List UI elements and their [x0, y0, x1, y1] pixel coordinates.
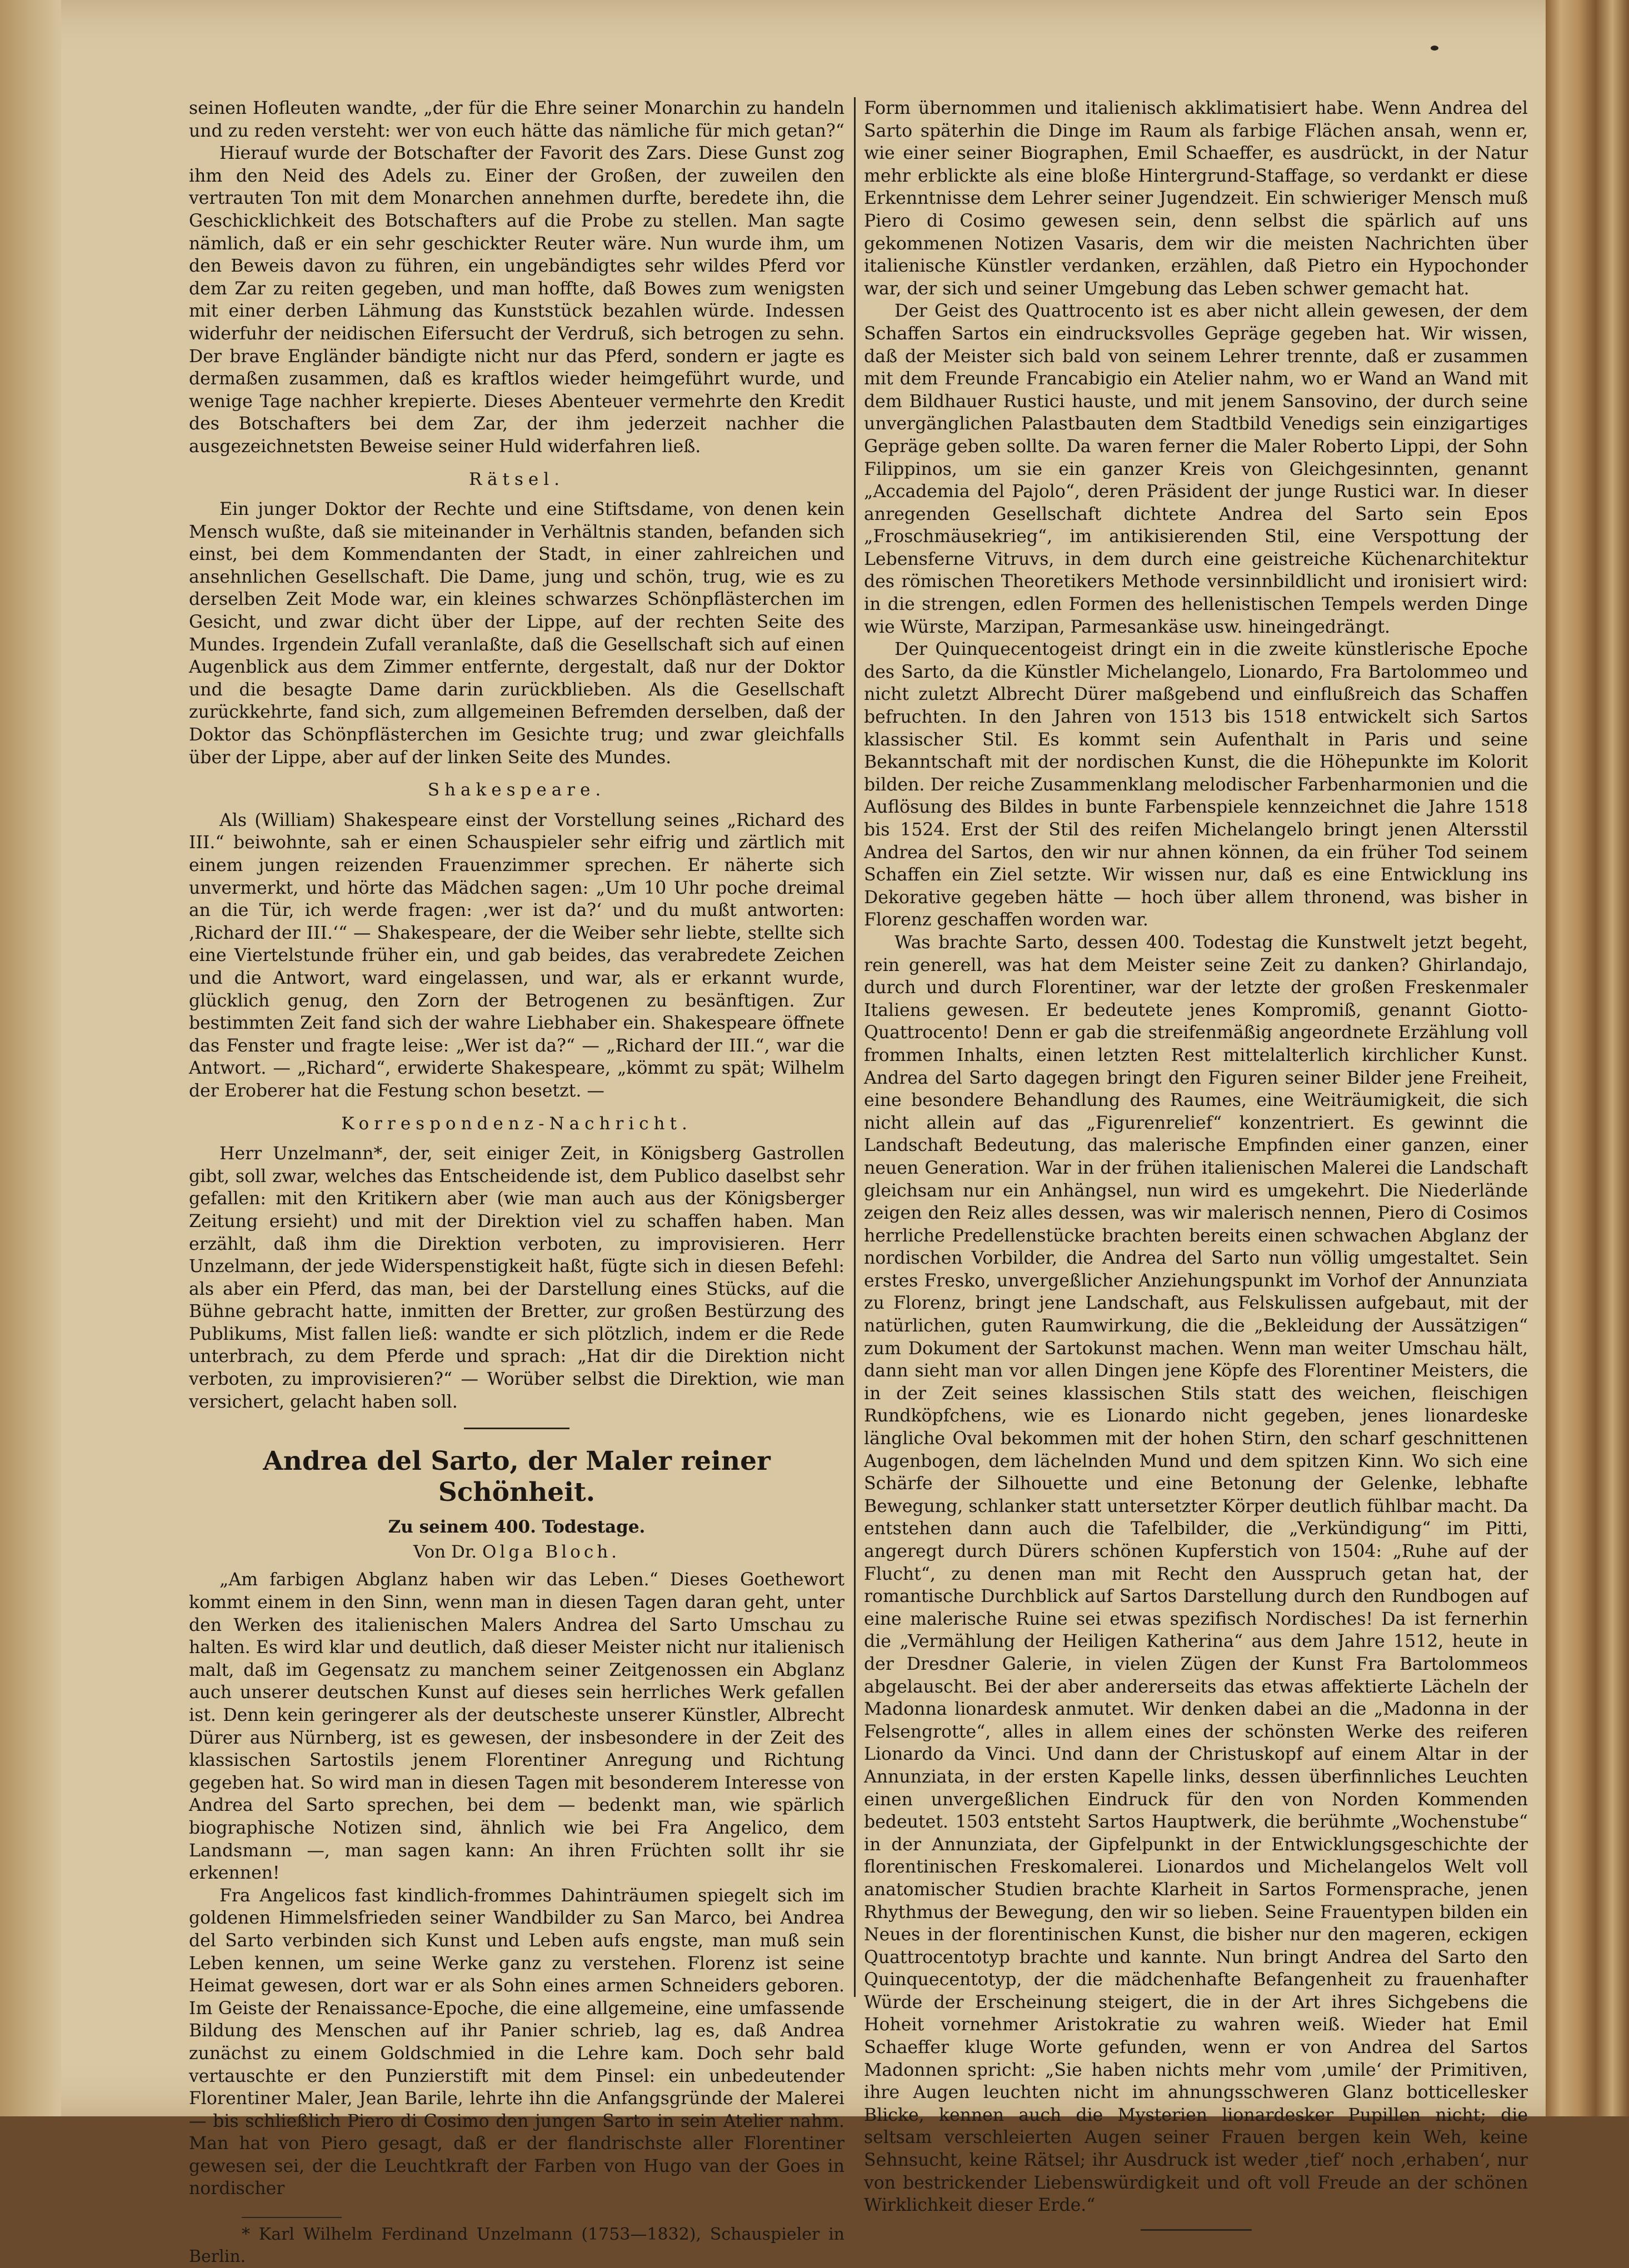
sarto-paragraph-6: Was brachte Sarto, dessen 400. Todestag die Kunstwelt jetzt begeht, rein generell, was hat dem Meister seine Zeit zu danken? Ghirlandajo, durch und durch Florentiner, war der letzte der großen Freskenmaler Italiens gewesen. Er bedeutete jenes Kompromiß, genannt Giotto-Quattrocento! Denn er gab die streifenmäßig angeordnete Erzählung voll frommen Inhalts, einen letzten Rest mittelalterlich kirchlicher Kunst. Andrea del Sarto dagegen bringt den Figuren seiner Bilder jene Freiheit, eine besondere Behandlung des Raumes, eine Weiträumigkeit, die sich nicht allein auf das „Figurenrelief“ konzentriert. Es gewinnt die Landschaft Bedeutung, das malerische Empfinden einer ganzen, einer neuen Generation. War in der frühen italienischen Malerei die Landschaft gleichsam nur ein Anhängsel, nun wird es umgekehrt. Die Niederlände zeigen den Reiz alles dessen, was wir malerisch nennen, Piero di Cosimos herrliche Predellenstücke brachten bereits einen schwachen Abglanz der nordischen Vorbilder, die Andrea del Sarto nun völlig umgestaltet. Sein erstes Fresko, unvergeßlicher Anziehungspunkt im Vorhof der Annunziata zu Florenz, bringt jene Landschaft, aus Felskulissen aufgebaut, mit der natürlichen, guten Raumwirkung, die die „Bekleidung der Aussätzigen“ zum Dokument der Sartokunst machen. Wenn man weiter Umschau hält, dann sieht man vor allen Dingen jene Köpfe des Florentiner Meisters, die in der Zeit seines klassischen Stils statt des weichen, fleischigen Rundköpfchens, wie es Lionardo nicht gegeben, jenes lionardeske längliche Oval bekommen mit der hohen Stirn, den scharf geschnittenen Augenbogen, dem lächelnden Mund und dem spitzen Kinn. Wo sich eine Schärfe der Silhouette und eine Betonung der Gelenke, lebhafte Bewegung, schlanker statt untersetzter Körper deutlich fühlbar macht. Da entstehen dann auch die Tafelbilder, die „Verkündigung“ im Pitti, angeregt durch Dürers schönen Kupferstich von 1504: „Ruhe auf der Flucht“, zu denen man mit Recht den Ausspruch getan hat, der romantische Durchblick auf Sartos Darstellung durch den Rundbogen auf eine malerische Ruine sei etwas spezifisch Nordisches! Da ist fernerhin die „Vermählung der Heiligen Katherina“ aus dem Jahre 1512, heute in der Dresdner Galerie, in vielen Zügen der Kunst Fra Bartolommeos abgelauscht. Bei der aber andererseits das etwas affektierte Lächeln der Madonna lionardesk anmutet. Wir denken dabei an die „Madonna in der Felsengrotte“, alles in allem eines der schönsten Werke des reiferen Lionardo da Vinci. Und dann der Christuskopf auf einem Altar in der Annunziata, in der ersten Kapelle links, dessen überfinnliches Leuchten einen unvergeßlichen Eindruck für den von Norden Kommenden bedeutet. 1503 entsteht Sartos Hauptwerk, die berühmte „Wochenstube“ in der Annunziata, der Gipfelpunkt in der Entwicklungsgeschichte der florentinischen Freskomalerei. Lionardos und Michelangelos Welt voll anatomischer Studien brachte Klarheit in Sartos Formensprache, jenen Rhythmus der Bewegung, den wir so lieben. Seine Frauentypen bilden ein Neues in der florentinischen Kunst, die bisher nur den mageren, eckigen Quattrocentotyp brachte und kannte. Nun bringt Andrea del Sarto den Quinquecentotyp, der die mädchenhafte Befangenheit zu frauenhafter Würde der Erscheinung steigert, die in der Art ihres Sichgebens die Hoheit vornehmer Aristokratie zu wahren weiß. Wieder hat Emil Schaeffer kluge Worte gefunden, wenn er von Andrea del Sartos Madonnen spricht: „Sie haben nichts mehr vom ‚umile‘ der Primitiven, ihre Augen leuchten nicht im ahnungsschweren Glanz botticellesker Blicke, kennen auch die Mysterien lionardesker Pupillen nicht; die seltsam verschleierten Augen seiner Frauen bergen kein Weh, keine Sehnsucht, keine Rätsel; ihr Ausdruck ist weder ‚tief‘ noch ‚erhaben‘, nur von bestrickender Liebenswürdigkeit und oft voll Freude an der schönen Wirklichkeit dieser Erde.“ [864, 932, 1528, 2216]
author-prefix: Von Dr. [413, 1541, 477, 1562]
column-rule [854, 97, 856, 1997]
sarto-paragraph-3: Form übernommen und italienisch akklimatisiert habe. Wenn Andrea del Sarto späterhin die Dinge im Raum als farbige Flächen ansah, wenn er, wie einer seiner Biographen, Emil Schaeffer, es ausdrückt, in der Natur mehr erblickte als eine bloße Hintergrund-Staffage, so verdankt er diese Erkenntnisse dem Lehrer seiner Jugendzeit. Ein schwieriger Mensch muß Piero di Cosimo gewesen sein, denn selbst die spärlich auf uns gekommenen Notizen Vasaris, dem wir die meisten Nachrichten über italienische Künstler verdanken, erzählen, daß Pietro ein Hypochonder war, der sich und seiner Umgebung das Leben schwer gemacht hat. [864, 98, 1528, 299]
shakespeare-paragraph: Als (William) Shakespeare einst der Vorstellung seines „Richard des III.“ beiwohnte, sah er einen Schauspieler sehr eifrig und zärtlich mit einem jungen reizenden Frauenzimmer sprechen. Er näherte sich unvermerkt, und hörte das Mädchen sagen: „Um 10 Uhr poche dreimal an die Tür, ich werde fragen: ‚wer ist da?‘ und du mußt antworten: ‚Richard der III.‘“ — Shakespeare, der die Weiber sehr liebte, stellte sich eine Viertelstunde früher ein, und gab beides, das verabredete Zeichen und die Antwort, ward eingelassen, und war, als er erkannt wurde, glücklich genug, den Zorn der Betrogenen zu besänftigen. Zur bestimmten Zeit fand sich der wahre Liebhaber ein. Shakespeare öffnete das Fenster und fragte leise: „Wer ist da?“ — „Richard der III.“, war die Antwort. — „Richard“, erwiderte Shakespeare, „kömmt zu spät; Wilhelm der Eroberer hat die Festung schon besetzt. — [189, 810, 845, 1101]
article-end-rule [1141, 2229, 1252, 2231]
sarto-paragraph-2: Fra Angelicos fast kindlich-frommes Dahinträumen spiegelt sich im goldenen Himmelsfrieden seiner Wandbilder zu San Marco, bei Andrea del Sarto verbinden sich Kunst und Leben aufs engste, man muß sein Leben kennen, um seine Werke ganz zu verstehen. Florenz ist seine Heimat gewesen, dort war er als Sohn eines armen Schneiders geboren. Im Geiste der Renaissance-Epoche, die eine allgemeine, eine umfassende Bildung des Menschen auf ihr Panier schrieb, lag es, daß Andrea zunächst zu einem Goldschmied in die Lehre kam. Doch sehr bald vertauschte er den Punzierstift mit dem Pinsel: ein unbedeutender Florentiner Maler, Jean Barile, lehrte ihn die Anfangsgründe der Malerei — bis schließlich Piero di Cosimo den jungen Sarto in sein Atelier nahm. Man hat von Piero gesagt, daß er der flandrischste aller Florentiner gewesen sei, der die Leuchtkraft der Farben von Hugo van der Goes in nordischer [189, 1885, 845, 2199]
article-subtitle: Zu seinem 400. Todestage. [388, 1517, 646, 1538]
sarto-paragraph-5: Der Quinquecentogeist dringt ein in die zweite künstlerische Epoche des Sarto, da die Künstler Michelangelo, Lionardo, Fra Bartolommeo und nicht zuletzt Albrecht Dürer maßgebend und einflußreich das Schaffen befruchten. In den Jahren von 1513 bis 1518 entwickelt sich Sartos klassischer Stil. Es kommt sein Aufenthalt in Paris und seine Bekanntschaft mit der nordischen Kunst, die die Höhepunkte im Kolorit bilden. Der reiche Zusammenklang melodischer Farbenharmonien und die Auflösung des Bildes in bunte Farbenspiele kennzeichnet die Jahre 1518 bis 1524. Erst der Stil des reifen Michelangelo bringt jenen Altersstil Andrea del Sartos, den wir nur ahnen können, da ein früher Tod seinem Schaffen ein Ziel setzte. Wir wissen nur, daß es eine Entwicklung ins Dekorative gegeben hätte — hoch über allem thronend, was bisher in Florenz geschaffen worden war. [864, 639, 1528, 930]
raetsel-paragraph: Ein junger Doktor der Rechte und eine Stiftsdame, von denen kein Mensch wußte, daß sie miteinander in Verhältnis standen, befanden sich einst, bei dem Kommendanten der Stadt, in einer zahlreichen und ansehnlichen Gesellschaft. Die Dame, jung und schön, trug, wie es zu derselben Zeit Mode war, ein kleines schwarzes Schönpflästerchen im Gesicht, und zwar dicht über der Lippe, auf der rechten Seite des Mundes. Irgendein Zufall veranlaßte, daß die Gesellschaft sich auf einen Augenblick aus dem Zimmer entfernte, dergestalt, daß nur der Doktor und die besagte Dame darin zurückblieben. Als die Gesellschaft zurückkehrte, fand sich, zum allgemeinen Befremden derselben, daß der Doktor das Schönpflästerchen im Gesichte trug; und zwar gleichfalls über der Lippe, aber auf der linken Seite des Mundes. [189, 499, 845, 768]
right-column [864, 97, 1528, 2231]
article-title: Andrea del Sarto, der Maler reiner Schönheit. [263, 1446, 771, 1508]
ink-speck [1431, 46, 1438, 51]
binding-edge [1546, 0, 1629, 2116]
korrespondenz-paragraph: Herr Unzelmann*, der, seit einiger Zeit, in Königsberg Gastrollen gibt, soll zwar, welches das Entscheidende ist, dem Publico daselbst sehr gefallen: mit den Kritikern aber (wie man auch aus der Königsberger Zeitung ersieht) und mit der Direktion viel zu schaffen haben. Man erzählt, daß ihm die Direktion verboten, zu improvisieren. Herr Unzelmann, der jede Widerspenstigkeit haßt, fügte sich in diesen Befehl: als aber ein Pferd, das man, bei der Darstellung eines Stücks, auf die Bühne gebracht hatte, inmitten der Bretter, zur großen Bestürzung des Publikums, Mist fallen ließ: wandte er sich plötzlich, indem er die Rede unterbrach, zu dem Pferde und sprach: „Hat dir die Direktion nicht verboten, zu improvisieren?“ — Worüber selbst die Direktion, wie man versichert, gelacht haben soll. [189, 1144, 845, 1412]
bowes-anecdote-paragraph: Hierauf wurde der Botschafter der Favorit des Zars. Diese Gunst zog ihm den Neid des Adels zu. Einer der Großen, der zuweilen den vertrauten Ton mit dem Monarchen annehmen durfte, beredete ihn, die Geschicklichkeit des Botschafters auf die Probe zu stellen. Man sagte nämlich, daß er ein sehr geschickter Reuter wäre. Nun wurde ihm, um den Beweis davon zu führen, ein ungebändigtes sehr wildes Pferd vor dem Zar zu reiten gegeben, und man hoffte, daß Bowes zum wenigsten mit einer derben Lähmung das Kunststück bezahlen würde. Indessen widerfuhr der neidischen Eifersucht der Verdruß, sich betrogen zu sehn. Der brave Engländer bändigte nicht nur das Pferd, sondern er jagte es dermaßen zusammen, daß es kraftlos wieder heimgeführt wurde, und wenige Tage nachher krepierte. Dieses Abenteuer vermehrte den Kredit des Botschafters bei dem Zar, der ihm jederzeit nachher die ausgezeichnetsten Beweise seiner Huld widerfahren ließ. [189, 143, 845, 457]
footnote-rule [242, 2217, 342, 2218]
left-column [189, 97, 845, 2268]
heading-raetsel: Rätsel. [468, 469, 564, 489]
page-left-edge [0, 0, 61, 2116]
heading-korrespondenz: Korrespondenz-Nachricht. [341, 1113, 692, 1134]
bowes-anecdote-end: seinen Hofleuten wandte, „der für die Ehre seiner Monarchin zu handeln und zu reden versteht: wer von euch hätte das nämliche für mich getan?“ [189, 98, 845, 141]
sarto-paragraph-1: „Am farbigen Abglanz haben wir das Leben.“ Dieses Goethewort kommt einem in den Sinn, wenn man in diesen Tagen daran geht, unter den Werken des italienischen Malers Andrea del Sarto Umschau zu halten. Es wird klar und deutlich, daß dieser Meister nicht nur italienisch malt, daß im Gegensatz zu manchem seiner Zeitgenossen ein Abglanz auch unserer deutschen Kunst auf dieses sein herrliches Werk gefallen ist. Denn kein geringerer als der deutscheste unserer Künstler, Albrecht Dürer aus Nürnberg, ist es gewesen, der insbesondere in der Zeit des klassischen Sartostils jenem Florentiner Anregung und Richtung gegeben hat. So wird man in diesen Tagen mit besonderem Interesse von Andrea del Sarto sprechen, bei dem — bedenkt man, wie spärlich biographische Notizen sind, ähnlich wie bei Fra Angelico, dem Landsmann —, man sagen kann: An ihren Früchten sollt ihr sie erkennen! [189, 1570, 845, 1884]
footnote: * Karl Wilhelm Ferdinand Unzelmann (1753—1832), Schauspieler in Berlin. [189, 2225, 845, 2267]
article-author [189, 1541, 845, 1564]
heading-shakespeare: Shakespeare. [427, 780, 606, 800]
sarto-paragraph-4: Der Geist des Quattrocento ist es aber nicht allein gewesen, der dem Schaffen Sartos ein eindrucksvolles Gepräge gegeben hat. Wir wissen, daß der Meister sich bald von seinem Lehrer trennte, daß er zusammen mit dem Freunde Francabigio ein Atelier nahm, wo er Wand an Wand mit dem Bildhauer Rustici hauste, und mit jenem Sansovino, der durch seine unvergänglichen Palastbauten dem Stadtbild Venedigs sein einzigartiges Gepräge geben sollte. Da waren ferner die Maler Roberto Lippi, der Sohn Filippinos, um sie ein ganzer Kreis von Gleichgesinnten, genannt „Accademia del Pajolo“, deren Präsident der junge Rustici war. In dieser anregenden Gesellschaft dichtete Andrea del Sarto sein Epos „Froschmäusekrieg“, im antikisierenden Stil, eine Verspottung der Lebensferne Vitruvs, in dem durch eine geistreiche Küchenarchitektur des römischen Theoretikers Methode versinnbildlicht und ironisiert wird: in die strengen, edlen Formen des hellenistischen Tempels werden Dinge wie Würste, Marzipan, Parmesankäse usw. hineingedrängt. [864, 301, 1528, 637]
section-divider [464, 1428, 569, 1429]
author-name: Olga Bloch. [482, 1541, 621, 1562]
